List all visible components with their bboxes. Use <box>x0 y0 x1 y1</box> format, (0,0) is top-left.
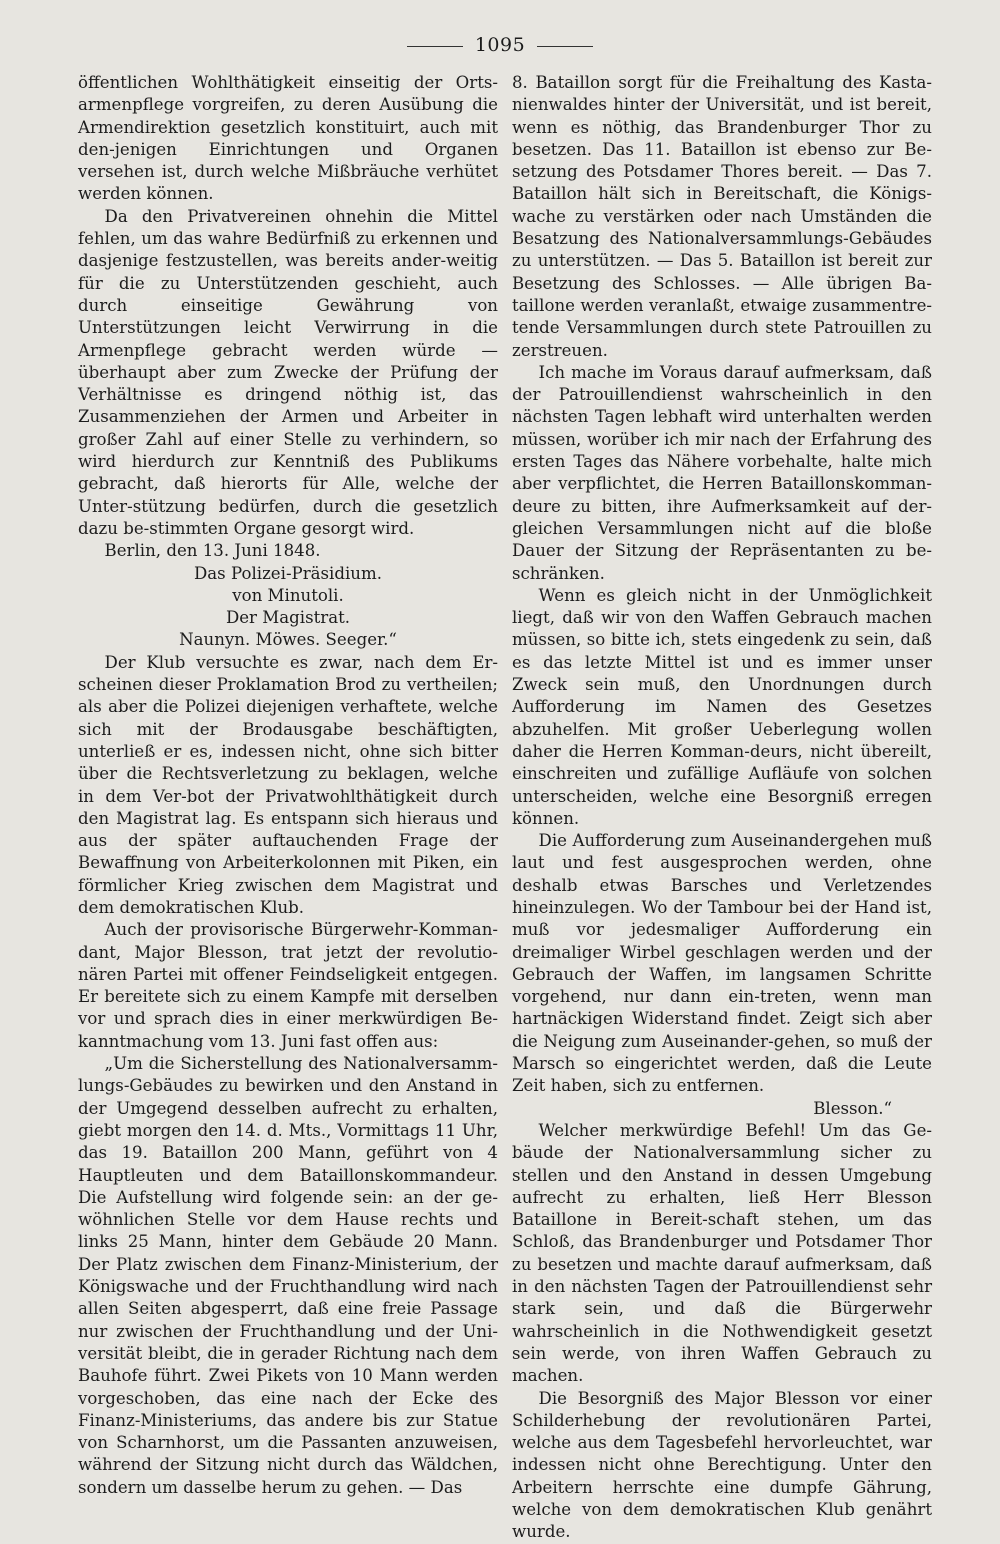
header-rule-right <box>537 46 593 47</box>
page-header <box>0 34 1000 56</box>
dateline: Berlin, den 13. Juni 1848. <box>104 541 321 561</box>
paragraph: Ich mache im Voraus darauf aufmerksam, daß der Patrouillendienst wahrscheinlich in den nächsten Tagen lebhaft wird unterhalten werden müssen, worüber ich mir nach der Erfahrung des ersten Tages das Nähere vorbehalte, halte mich aber verpflichtet, die Herren Bataillonskomman-deure zu bitten, ihre Aufmerksamkeit auf der-gleichen Versammlungen nicht auf die bloße Dauer der Sitzung der Repräsentanten zu be-schränken. <box>512 362 932 583</box>
paragraph: Wenn es gleich nicht in der Unmöglichkeit liegt, daß wir von den Waffen Gebrauch machen müssen, so bitte ich, stets eingedenk zu sein, daß es das letzte Mittel ist und es immer unser Zweck sein muß, den Unordnungen durch Aufforderung im Namen des Gesetzes abzuhelfen. Mit großer Ueberlegung wollen daher die Herren Komman-deurs, nicht übereilt, einschreiten und zufällige Aufläufe von solchen unterscheiden, welche eine Besorgniß erregen können. <box>512 585 932 828</box>
paragraph: 8. Bataillon sorgt für die Freihaltung des Kasta-nienwaldes hinter der Universität, und ist bereit, wenn es nöthig, das Brandenburger Thor zu besetzen. Das 11. Bataillon ist ebenso zur Be-setzung des Potsdamer Thores bereit. — Das 7. Bataillon hält sich in Bereitschaft, die Königs-wache zu verstärken oder nach Umständen die Besatzung des Nationalversammlungs-Gebäudes zu unterstützen. — Das 5. Bataillon ist bereit zur Besetzung des Schlosses. — Alle übrigen Ba-taillone werden veranlaßt, etwaige zusammentre-tende Versammlungen durch stete Patrouillen zu zerstreuen. <box>512 73 932 360</box>
page-number: 1095 <box>474 34 526 56</box>
left-column <box>78 72 498 1499</box>
paragraph: Die Aufforderung zum Auseinandergehen muß laut und fest ausgesprochen werden, ohne deshalb etwas Barsches und Verletzendes hineinzulegen. Wo der Tambour bei der Hand ist, muß vor jedesmaliger Aufforderung ein dreimaliger Wirbel geschlagen werden und der Gebrauch der Waffen, im langsamen Schritte vorgehend, nur dann ein-treten, wenn man hartnäckigen Widerstand findet. Zeigt sich aber die Neigung zum Auseinander-gehen, so muß der Marsch so eingerichtet werden, daß die Leute Zeit haben, sich zu entfernen. <box>512 831 932 1096</box>
right-column <box>512 72 932 1544</box>
signature-line: Der Magistrat. <box>225 608 351 628</box>
signature-line: von Minutoli. <box>232 585 344 605</box>
signature-line: Naunyn. Möwes. Seeger.“ <box>179 630 397 650</box>
quoted-paragraph: „Um die Sicherstellung des Nationalversamm-lungs-Gebäudes zu bewirken und den Anstand in der Umgegend desselben aufrecht zu erhalten, giebt morgen den 14. d. Mts., Vormittags 11 Uhr, das 19. Bataillon 200 Mann, geführt von 4 Hauptleuten und dem Bataillonskommandeur. Die Aufstellung wird folgende sein: an der ge-wöhnlichen Stelle vor dem Hause rechts und links 25 Mann, hinter dem Gebäude 20 Mann. Der Platz zwischen dem Finanz-Ministerium, der Königswache und der Fruchthandlung wird nach allen Seiten abgesperrt, daß eine freie Passage nur zwischen der Fruchthandlung und der Uni-versität bleibt, die in gerader Richtung nach dem Bauhofe führt. Zwei Pikets von 10 Mann werden vorgeschoben, das eine nach der Ecke des Finanz-Ministeriums, das andere bis zur Statue von Scharnhorst, um die Passanten anzuweisen, während der Sitzung nicht durch das Wäldchen, sondern um dasselbe herum zu gehen. — Das <box>78 1054 498 1497</box>
paragraph: Da den Privatvereinen ohnehin die Mittel fehlen, um das wahre Bedürfniß zu erkennen und dasjenige festzustellen, was bereits ander-weitig für die zu Unterstützenden geschieht, auch durch einseitige Gewährung von Unterstützungen leicht Verwirrung in die Armenpflege gebracht werden würde — überhaupt aber zum Zwecke der Prüfung der Verhältnisse es dringend nöthig ist, das Zusammenziehen der Armen und Arbeiter in großer Zahl auf einer Stelle zu verhindern, so wird hierdurch zur Kenntniß des Publikums gebracht, daß hierorts für Alle, welche der Unter-stützung bedürfen, durch die gesetzlich dazu be-stimmten Organe gesorgt wird. <box>78 206 498 538</box>
paragraph: Auch der provisorische Bürgerwehr-Komman-dant, Major Blesson, trat jetzt der revolutio-nären Partei mit offener Feindseligkeit entgegen. Er bereitete sich zu einem Kampfe mit derselben vor und sprach dies in einer merkwürdigen Be-kanntmachung vom 13. Juni fast offen aus: <box>78 920 498 1051</box>
paragraph: Welcher merkwürdige Befehl! Um das Ge-bäude der Nationalversammlung sicher zu stellen und den Anstand in dessen Umgebung aufrecht zu erhalten, ließ Herr Blesson Bataillone in Bereit-schaft stehen, um das Schloß, das Brandenburger und Potsdamer Thor zu besetzen und machte darauf aufmerksam, daß in den nächsten Tagen der Patrouillendienst sehr stark sein, und daß die Bürgerwehr wahrscheinlich in die Nothwendigkeit gesetzt sein werde, von ihren Waffen Gebrauch zu machen. <box>512 1120 932 1386</box>
paragraph: Die Besorgniß des Major Blesson vor einer Schilderhebung der revolutionären Partei, welche aus dem Tagesbefehl hervorleuchtet, war indessen nicht ohne Berechtigung. Unter den Arbeitern herrschte eine dumpfe Gährung, welche von dem demokratischen Klub genährt wurde. <box>512 1388 932 1542</box>
paragraph: öffentlichen Wohlthätigkeit einseitig der Orts-armenpflege vorgreifen, zu deren Ausübung die Armendirektion gesetzlich konstituirt, auch mit den-jenigen Einrichtungen und Organen versehen ist, durch welche Mißbräuche verhütet werden können. <box>78 73 498 204</box>
signature-line: Blesson.“ <box>813 1098 892 1118</box>
header-rule-left <box>407 46 463 47</box>
paragraph: Der Klub versuchte es zwar, nach dem Er-scheinen dieser Proklamation Brod zu vertheilen; als aber die Polizei diejenigen verhaftete, welche sich mit der Brodausgabe beschäftigten, unterließ er es, indessen nicht, ohne sich bitter über die Rechtsverletzung zu beklagen, welche in dem Ver-bot der Privatwohlthätigkeit durch den Magistrat lag. Es entspann sich hieraus und aus der später auftauchenden Frage der Bewaffnung von Arbeiterkolonnen mit Piken, ein förmlicher Krieg zwischen dem Magistrat und dem demokratischen Klub. <box>78 652 498 917</box>
signature-line: Das Polizei-Präsidium. <box>193 563 382 583</box>
